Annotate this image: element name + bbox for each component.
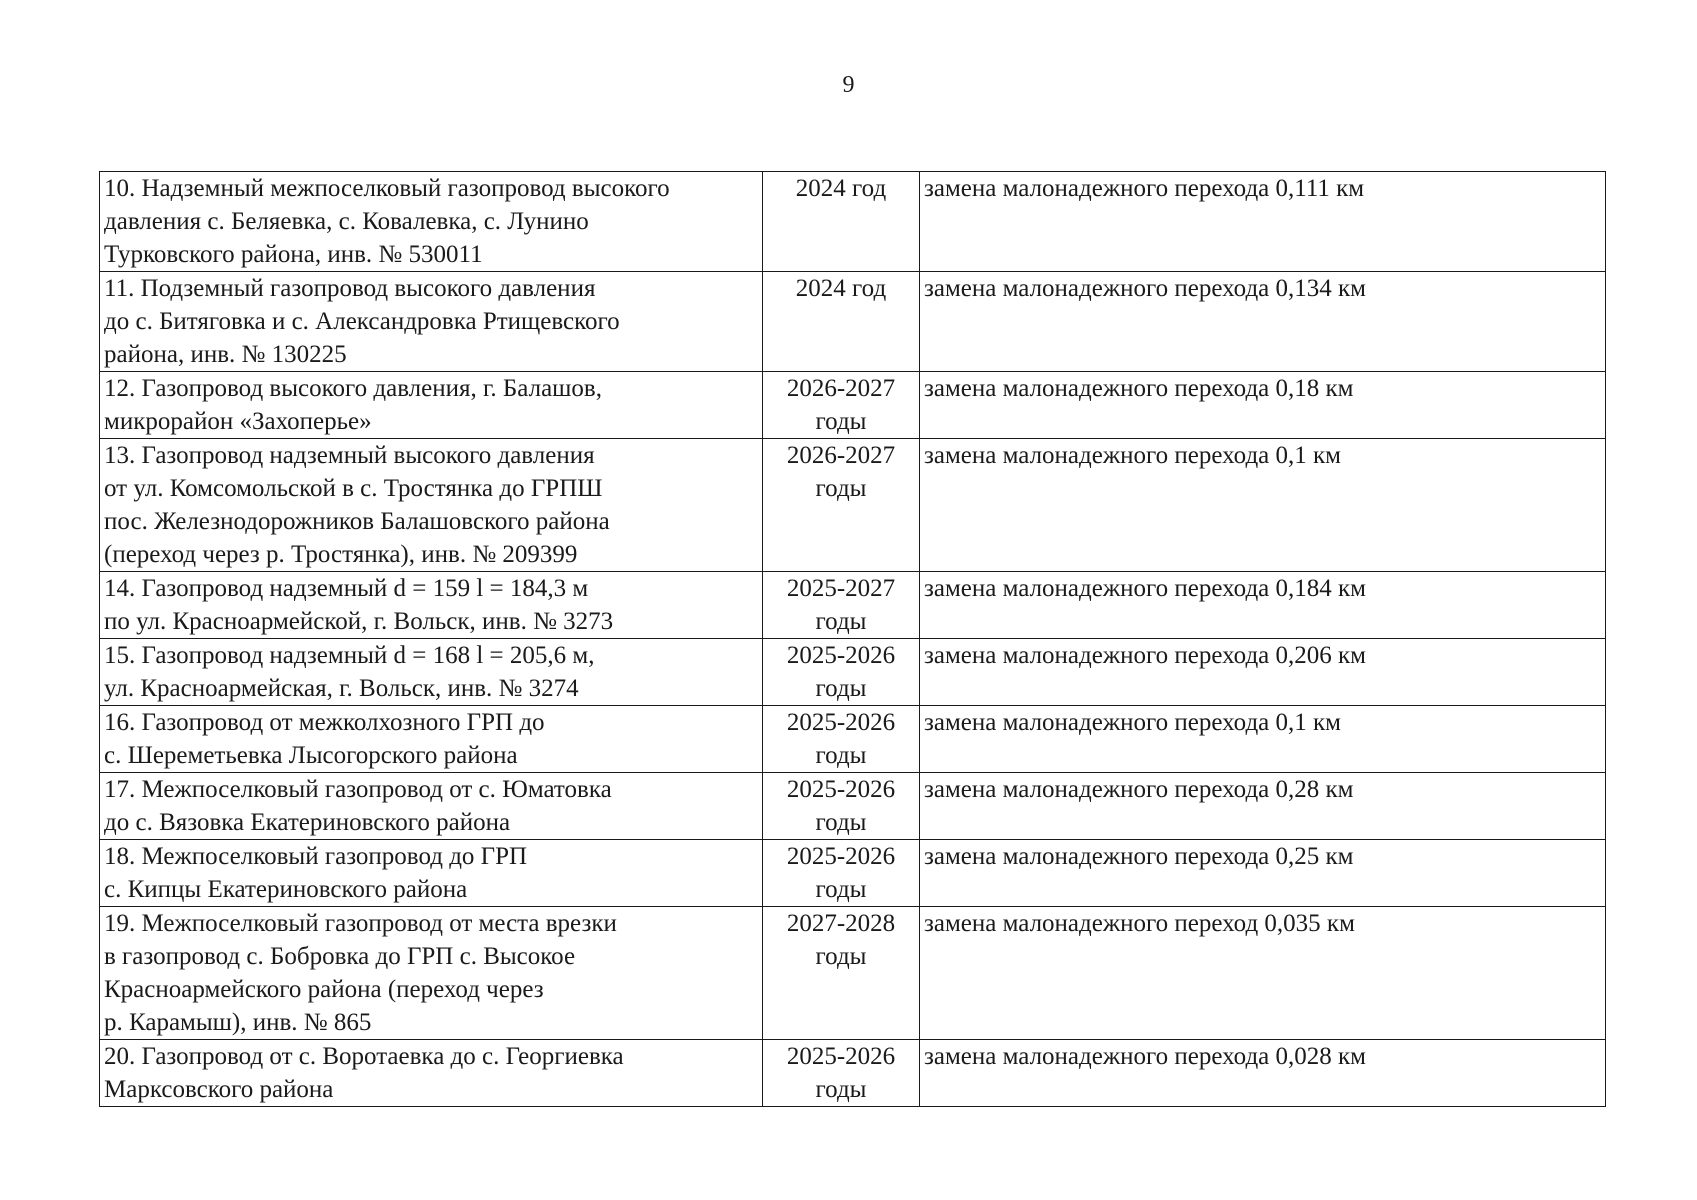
gas-pipeline-table: [99, 171, 1606, 1107]
table-row: [100, 706, 1606, 773]
period-cell: 2025-2026 годы: [763, 706, 920, 773]
table-row: [100, 572, 1606, 639]
table-row: [100, 1040, 1606, 1107]
period-cell: 2024 год: [763, 272, 920, 372]
period-cell: 2026-2027 годы: [763, 372, 920, 439]
object-cell: 16. Газопровод от межколхозного ГРП до с. Шереметьевка Лысогорского района: [100, 706, 763, 773]
measure-cell: замена малонадежного перехода 0,111 км: [920, 172, 1606, 272]
measure-cell: замена малонадежного перехода 0,134 км: [920, 272, 1606, 372]
period-cell: 2026-2027 годы: [763, 439, 920, 572]
object-cell: 11. Подземный газопровод высокого давления до с. Битяговка и с. Александровка Ртищевского района, инв. № 130225: [100, 272, 763, 372]
measure-cell: замена малонадежного перехода 0,18 км: [920, 372, 1606, 439]
table-row: [100, 773, 1606, 840]
table-row: [100, 907, 1606, 1040]
period-cell: 2025-2026 годы: [763, 1040, 920, 1107]
object-cell: 14. Газопровод надземный d = 159 l = 184,3 м по ул. Красноармейской, г. Вольск, инв. № 3273: [100, 572, 763, 639]
object-cell: 10. Надземный межпоселковый газопровод высокого давления с. Беляевка, с. Ковалевка, с. Лунино Турковского района, инв. № 530011: [100, 172, 763, 272]
table-row: [100, 840, 1606, 907]
measure-cell: замена малонадежного перехода 0,1 км: [920, 439, 1606, 572]
measure-cell: замена малонадежного перехода 0,206 км: [920, 639, 1606, 706]
period-cell: 2027-2028 годы: [763, 907, 920, 1040]
measure-cell: замена малонадежного перехода 0,28 км: [920, 773, 1606, 840]
period-cell: 2025-2026 годы: [763, 773, 920, 840]
object-cell: 15. Газопровод надземный d = 168 l = 205,6 м, ул. Красноармейская, г. Вольск, инв. № 3274: [100, 639, 763, 706]
object-cell: 18. Межпоселковый газопровод до ГРП с. Кипцы Екатериновского района: [100, 840, 763, 907]
object-cell: 19. Межпоселковый газопровод от места врезки в газопровод с. Бобровка до ГРП с. Высокое Красноармейского района (переход через р. Карамыш), инв. № 865: [100, 907, 763, 1040]
object-cell: 20. Газопровод от с. Воротаевка до с. Георгиевка Марксовского района: [100, 1040, 763, 1107]
table-row: [100, 639, 1606, 706]
measure-cell: замена малонадежного перехода 0,25 км: [920, 840, 1606, 907]
measure-cell: замена малонадежного перехода 0,1 км: [920, 706, 1606, 773]
table-row: [100, 272, 1606, 372]
object-cell: 13. Газопровод надземный высокого давления от ул. Комсомольской в с. Тростянка до ГРПШ пос. Железнодорожников Балашовского района (переход через р. Тростянка), инв. № 209399: [100, 439, 763, 572]
measure-cell: замена малонадежного перехода 0,028 км: [920, 1040, 1606, 1107]
object-cell: 17. Межпоселковый газопровод от с. Юматовка до с. Вязовка Екатериновского района: [100, 773, 763, 840]
measure-cell: замена малонадежного перехода 0,184 км: [920, 572, 1606, 639]
period-cell: 2025-2026 годы: [763, 840, 920, 907]
table-row: [100, 372, 1606, 439]
period-cell: 2024 год: [763, 172, 920, 272]
period-cell: 2025-2027 годы: [763, 572, 920, 639]
table-row: [100, 439, 1606, 572]
period-cell: 2025-2026 годы: [763, 639, 920, 706]
measure-cell: замена малонадежного переход 0,035 км: [920, 907, 1606, 1040]
object-cell: 12. Газопровод высокого давления, г. Балашов, микрорайон «Захоперье»: [100, 372, 763, 439]
page-number: 9: [842, 72, 855, 98]
table-row: [100, 172, 1606, 272]
